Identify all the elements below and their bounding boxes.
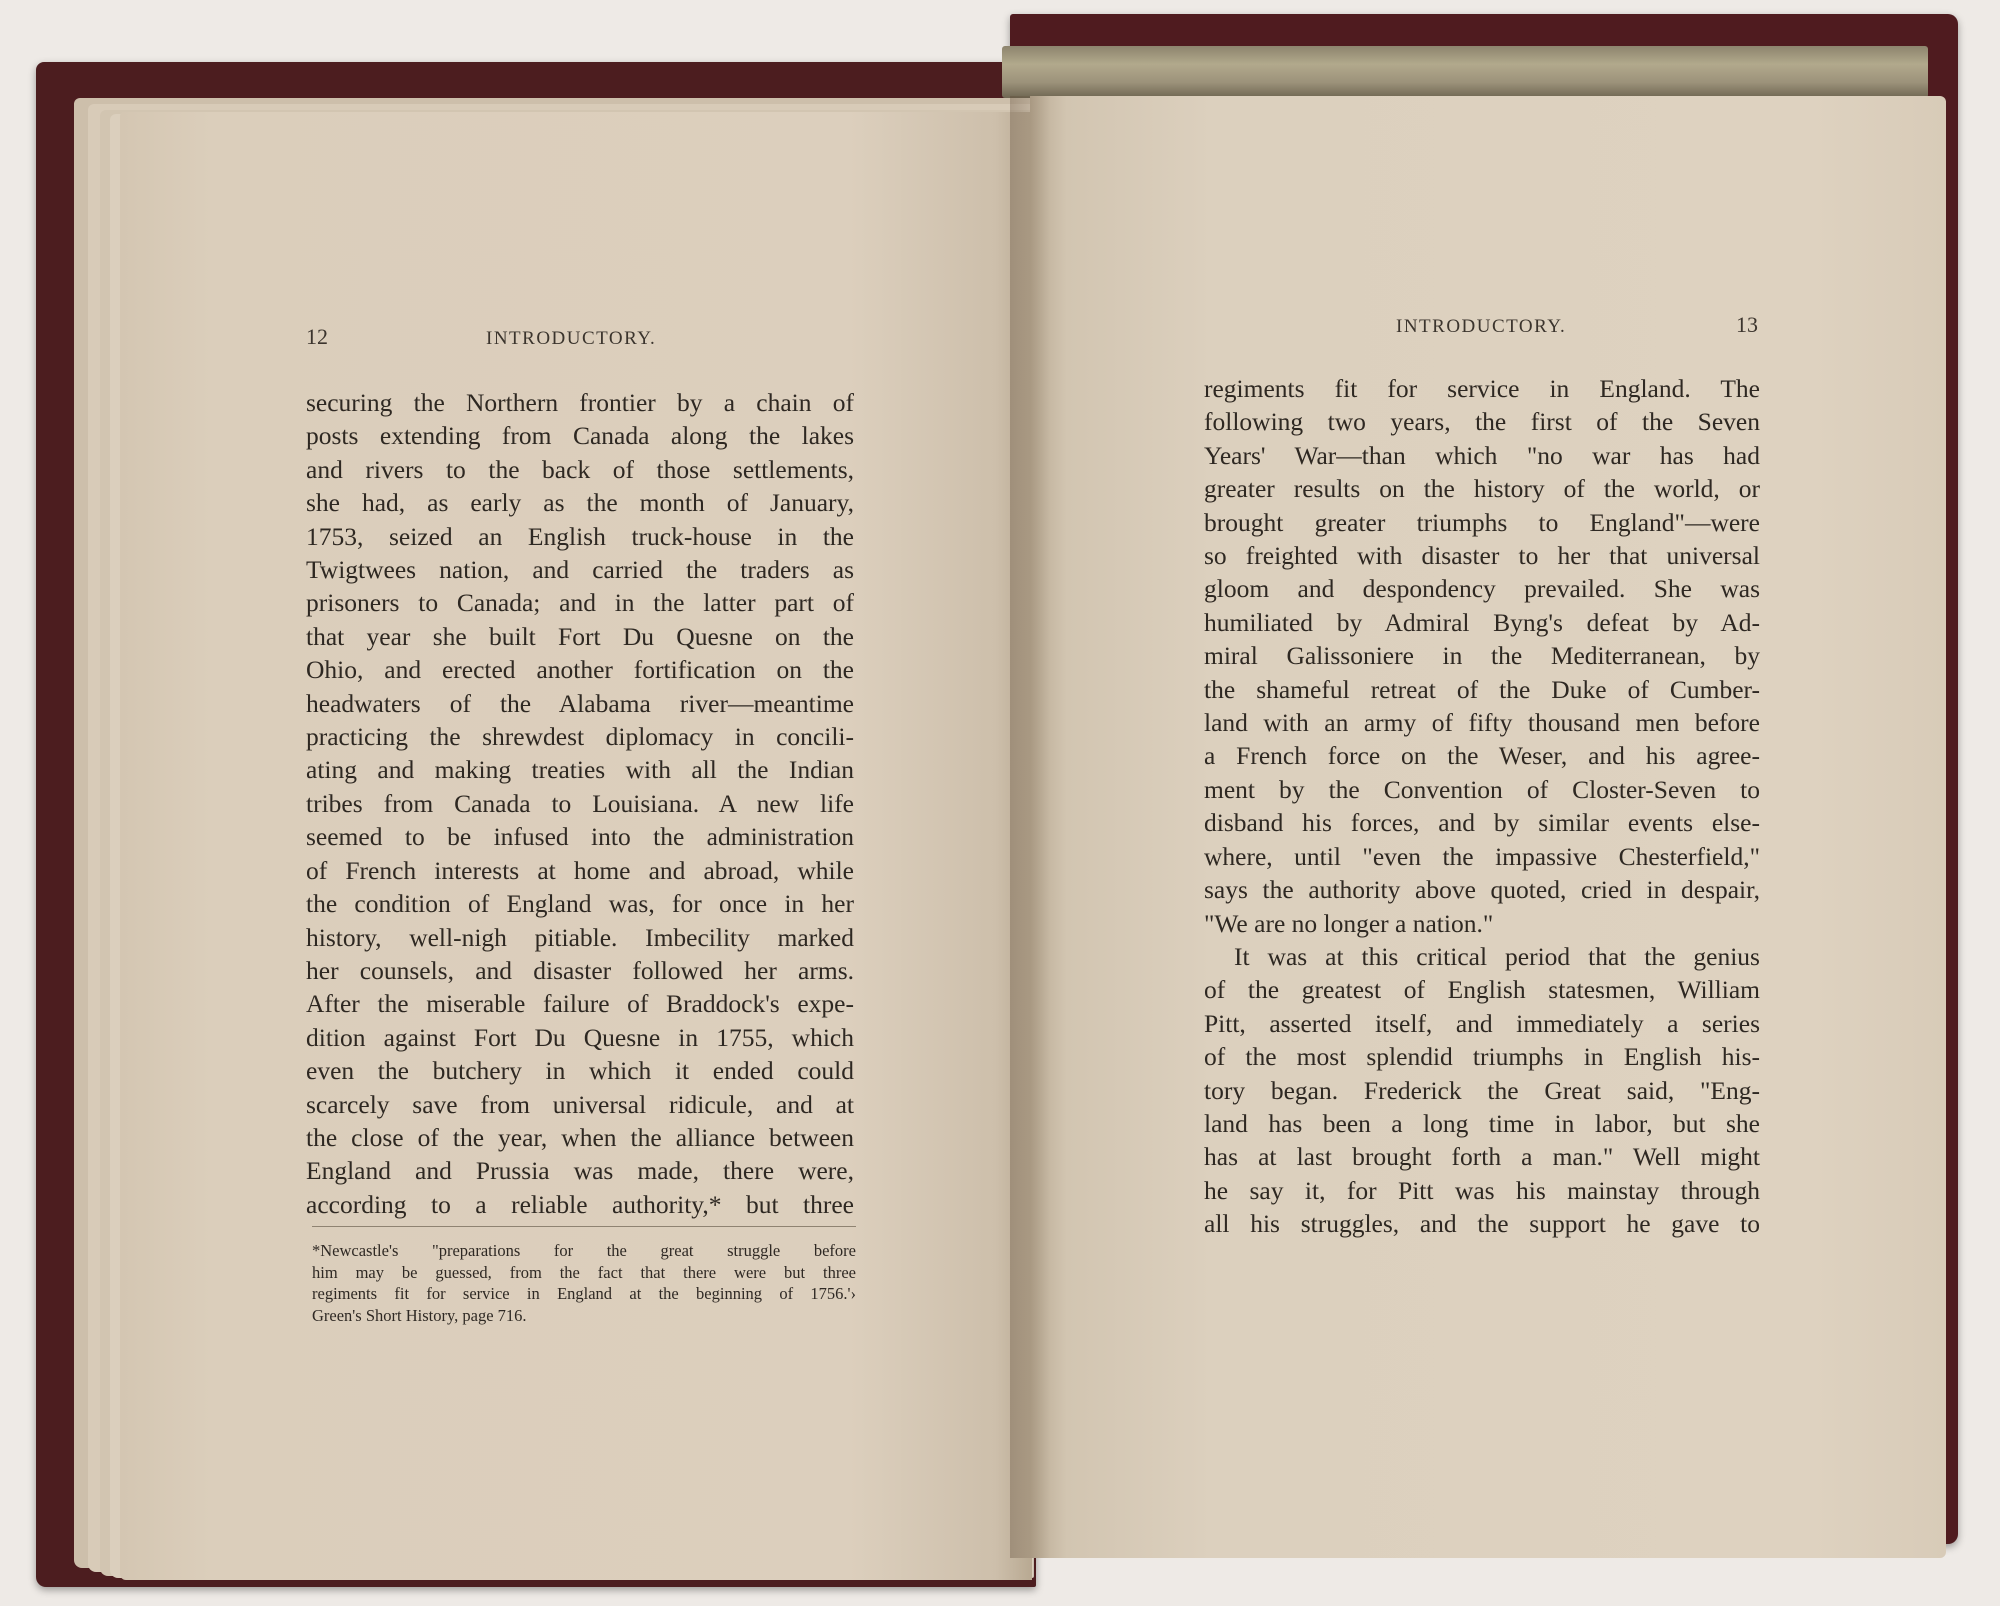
text-line: prisoners to Canada; and in the latter part of	[306, 588, 854, 618]
text-line: headwaters of the Alabama river—meantime	[306, 688, 854, 718]
text-line: where, until "even the impassive Chesterfield,"	[1204, 841, 1760, 871]
text-line: scarcely save from universal ridicule, and at	[306, 1089, 854, 1119]
footnote	[312, 1240, 856, 1326]
text-line: regiments fit for service in England. The	[1204, 374, 1760, 403]
left-running-head: INTRODUCTORY.	[486, 328, 657, 349]
right-page-number: 13	[1736, 312, 1758, 337]
text-line: she had, as early as the month of January,	[306, 488, 854, 518]
text-line: even the butchery in which it ended could	[306, 1056, 854, 1086]
text-line: tribes from Canada to Louisiana. A new life	[306, 788, 854, 818]
text-line: dition against Fort Du Quesne in 1755, which	[306, 1022, 854, 1052]
text-line: Ohio, and erected another fortification on the	[306, 655, 854, 685]
text-line: 1753, seized an English truck-house in the	[306, 521, 854, 551]
text-line: gloom and despondency prevailed. She was	[1204, 574, 1760, 604]
text-line: After the miserable failure of Braddock's expe-	[306, 989, 854, 1019]
text-line: posts extending from Canada along the lakes	[306, 421, 854, 451]
text-line: and rivers to the back of those settlements,	[306, 454, 854, 484]
text-line: the condition of England was, for once in her	[306, 889, 854, 919]
text-line: miral Galissoniere in the Mediterranean, by	[1204, 641, 1760, 671]
text-line: following two years, the first of the Seven	[1204, 407, 1760, 437]
text-line: her counsels, and disaster followed her arms.	[306, 955, 854, 985]
text-line: Pitt, asserted itself, and immediately a series	[1204, 1008, 1760, 1038]
text-line: land with an army of fifty thousand men before	[1204, 708, 1760, 738]
text-line: brought greater triumphs to England"—were	[1204, 507, 1760, 537]
text-line: tory began. Frederick the Great said, "Eng-	[1204, 1075, 1760, 1105]
right-body-text	[1204, 372, 1760, 1241]
text-line: him may be guessed, from the fact that there were but three	[312, 1262, 856, 1282]
text-line: practicing the shrewdest diplomacy in concili-	[306, 722, 854, 752]
text-line: has at last brought forth a man." Well might	[1204, 1142, 1760, 1172]
text-line: England and Prussia was made, there were,	[306, 1156, 854, 1186]
text-line: humiliated by Admiral Byng's defeat by Ad-	[1204, 607, 1760, 637]
text-line: the shameful retreat of the Duke of Cumber-	[1204, 674, 1760, 704]
text-line: land has been a long time in labor, but she	[1204, 1108, 1760, 1138]
text-line: ating and making treaties with all the Indian	[306, 755, 854, 785]
text-line: ment by the Convention of Closter-Seven to	[1204, 774, 1760, 804]
text-line: regiments fit for service in England at the beginning of 1756.'›	[312, 1284, 856, 1303]
text-line: Years' War—than which "no war has had	[1204, 440, 1760, 470]
text-line: It was at this critical period that the genius	[1234, 941, 1760, 971]
right-running-head: INTRODUCTORY.	[1396, 316, 1567, 337]
text-line: of the greatest of English statesmen, William	[1204, 975, 1760, 1005]
left-body-text	[306, 386, 854, 1221]
text-line: "We are no longer a nation."	[1204, 908, 1494, 938]
text-line: greater results on the history of the world, or	[1204, 474, 1760, 504]
text-line: *Newcastle's "preparations for the great struggle before	[312, 1241, 856, 1260]
text-line: a French force on the Weser, and his agree-	[1204, 741, 1760, 771]
text-line: so freighted with disaster to her that universal	[1204, 541, 1760, 571]
text-line: according to a reliable authority,* but three	[306, 1189, 854, 1219]
text-line: that year she built Fort Du Quesne on the	[306, 621, 854, 651]
text-line: the close of the year, when the alliance between	[306, 1122, 854, 1152]
text-line: Green's Short History, page 716.	[312, 1305, 527, 1325]
text-line: all his struggles, and the support he gave to	[1204, 1209, 1760, 1239]
text-line: securing the Northern frontier by a chain of	[306, 388, 854, 417]
footnote-rule	[312, 1226, 856, 1227]
text-line: disband his forces, and by similar events else-	[1204, 808, 1760, 838]
text-line: of the most splendid triumphs in English his-	[1204, 1042, 1760, 1072]
text-line: of French interests at home and abroad, while	[306, 855, 854, 885]
text-line: says the authority above quoted, cried in despair,	[1204, 875, 1760, 905]
text-line: history, well-nigh pitiable. Imbecility marked	[306, 922, 854, 952]
text-line: seemed to be infused into the administration	[306, 822, 854, 852]
text-line: Twigtwees nation, and carried the traders as	[306, 555, 854, 585]
left-page-number: 12	[306, 324, 328, 349]
text-line: he say it, for Pitt was his mainstay through	[1204, 1175, 1760, 1205]
gutter-shadow	[1010, 96, 1050, 1558]
page-edges-top	[1002, 46, 1928, 98]
